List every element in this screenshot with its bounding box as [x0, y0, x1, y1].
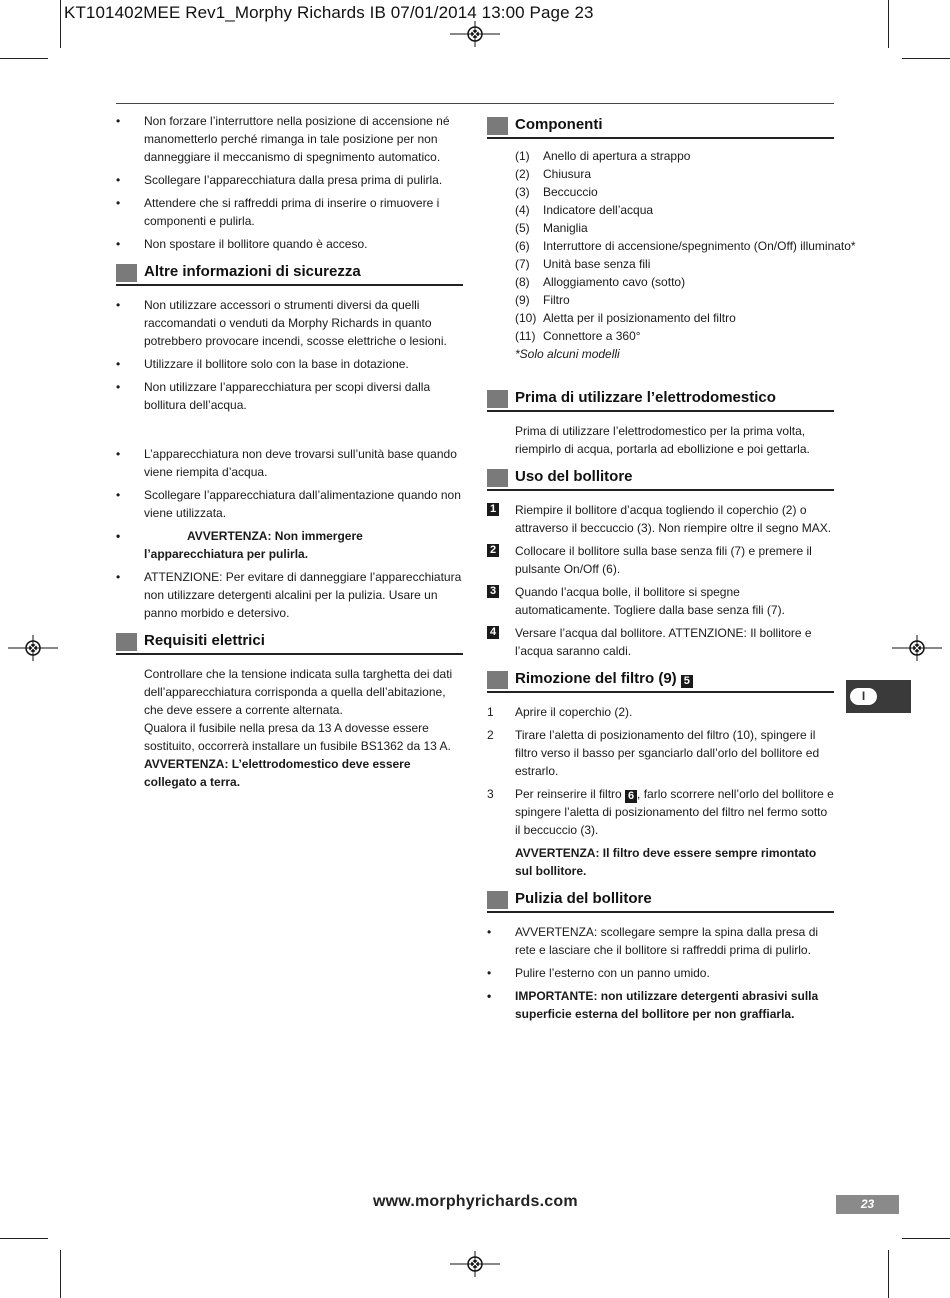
component-item: (4) Indicatore dell’acqua	[515, 203, 654, 217]
important-item: • IMPORTANTE: non utilizzare detergenti abrasivi sulla superficie esterna del bollitore per non graffiarla.	[487, 989, 819, 1021]
registration-mark-icon	[450, 21, 500, 47]
step-item: 1 Aprire il coperchio (2).	[487, 705, 633, 719]
print-slug: KT101402MEE Rev1_Morphy Richards IB 07/01/2014 13:00 Page 23	[64, 3, 594, 22]
paragraph: Prima di utilizzare l’elettrodomestico per la prima volta, riempirlo di acqua, portarla ad ebollizione e poi gettarla.	[515, 424, 810, 456]
crop-mark	[60, 0, 61, 48]
section-heading-electrical: Requisiti elettrici	[116, 631, 463, 655]
registration-mark-icon	[892, 635, 942, 661]
figure-ref-icon: 5	[681, 675, 693, 688]
registration-mark-icon	[8, 635, 58, 661]
step-item: 2 Collocare il bollitore sulla base senza fili (7) e premere il pulsante On/Off (6).	[487, 542, 834, 578]
list-item: • Non forzare l’interruttore nella posizione di accensione né manometterlo perché rimanga in tale posizione per non danneggiare il meccanismo di spegnimento automatico.	[116, 114, 450, 164]
list-item: • AVVERTENZA: scollegare sempre la spina dalla presa di rete e lasciare che il bollitore si raffreddi prima di pulirlo.	[487, 925, 819, 957]
list-item: • Utilizzare il bollitore solo con la base in dotazione.	[116, 357, 409, 371]
warning-paragraph: AVVERTENZA: L’elettrodomestico deve essere collegato a terra.	[144, 757, 411, 789]
list-item: • Pulire l’esterno con un panno umido.	[487, 966, 710, 980]
section-heading-filter: Rimozione del filtro (9) 5	[487, 669, 834, 693]
component-item: (10) Aletta per il posizionamento del filtro	[515, 311, 736, 325]
component-item: (9) Filtro	[515, 293, 570, 307]
paragraph: Controllare che la tensione indicata sulla targhetta dei dati dell’apparecchiatura corrisponda a quella dell’abitazione, che deve essere a corrente alternata.	[144, 667, 453, 717]
component-item: (3) Beccuccio	[515, 185, 598, 199]
section-heading-use: Uso del bollitore	[487, 467, 834, 491]
page-number: 23	[836, 1195, 899, 1214]
crop-mark	[888, 0, 889, 48]
language-tab	[846, 680, 911, 713]
list-item: • Scollegare l’apparecchiatura dalla presa prima di pulirla.	[116, 173, 443, 187]
component-item: (11) Connettore a 360°	[515, 329, 641, 343]
crop-mark	[60, 1250, 61, 1298]
list-item: • Non spostare il bollitore quando è acceso.	[116, 237, 368, 251]
component-item: (1) Anello di apertura a strappo	[515, 149, 691, 163]
component-item: (5) Maniglia	[515, 221, 588, 235]
list-item: • L’apparecchiatura non deve trovarsi sull’unità base quando viene riempita d’acqua.	[116, 447, 457, 479]
language-label: I	[850, 688, 877, 705]
component-item: (8) Alloggiamento cavo (sotto)	[515, 275, 686, 289]
component-item: (6) Interruttore di accensione/spegnimento (On/Off) illuminato*	[515, 239, 856, 253]
crop-mark	[902, 58, 950, 59]
website-url: www.morphyrichards.com	[373, 1193, 578, 1210]
section-heading-components: Componenti	[487, 115, 834, 139]
crop-mark	[0, 1238, 48, 1239]
step-item: 1 Riempire il bollitore d’acqua togliendo il coperchio (2) o attraverso il beccuccio (3). Non riempire oltre il segno MAX.	[487, 501, 834, 537]
step-item: 4 Versare l’acqua dal bollitore. ATTENZIONE: Il bollitore e l’acqua saranno caldi.	[487, 624, 834, 660]
list-item: • ATTENZIONE: Per evitare di danneggiare l’apparecchiatura non utilizzare detergenti alcalini per la pulizia. Usare un panno morbido e detersivo.	[116, 570, 462, 620]
step-item: 3 Quando l’acqua bolle, il bollitore si spegne automaticamente. Togliere dalla base senza fili (7).	[487, 583, 834, 619]
right-column	[487, 115, 856, 1028]
component-item: (2) Chiusura	[515, 167, 592, 181]
crop-mark	[0, 58, 48, 59]
top-rule	[116, 103, 834, 104]
warning-item: • AVVERTENZA: Non immergere l’apparecchiatura per pulirla.	[116, 529, 363, 561]
left-column	[116, 112, 463, 791]
list-item: • Non utilizzare accessori o strumenti diversi da quelli raccomandati o venduti da Morphy Richards in quanto potrebbero provocare incendi, scosse elettriche o lesioni.	[116, 298, 447, 348]
step-item: 2 Tirare l’aletta di posizionamento del filtro (10), spingere il filtro verso il basso per sganciarlo dall’orlo del bollitore ed estrarlo.	[487, 728, 820, 778]
component-item: (7) Unità base senza fili	[515, 257, 651, 271]
section-heading-safety: Altre informazioni di sicurezza	[116, 262, 463, 286]
crop-mark	[888, 1250, 889, 1298]
paragraph: Qualora il fusibile nella presa da 13 A dovesse essere sostituito, occorrerà installare un fusibile BS1362 da 13 A.	[144, 721, 451, 753]
list-item: • Non utilizzare l’apparecchiatura per scopi diversi dalla bollitura dell’acqua.	[116, 380, 431, 412]
warning-paragraph: AVVERTENZA: Il filtro deve essere sempre rimontato sul bollitore.	[515, 846, 817, 878]
section-heading-first-use: Prima di utilizzare l’elettrodomestico	[487, 388, 834, 412]
list-item: • Scollegare l’apparecchiatura dall’alimentazione quando non viene utilizzata.	[116, 488, 461, 520]
list-item: • Attendere che si raffreddi prima di inserire o rimuovere i componenti e pulirla.	[116, 196, 440, 228]
components-note: *Solo alcuni modelli	[515, 347, 620, 361]
figure-ref-icon: 6	[625, 790, 637, 803]
step-item: 3 Per reinserire il filtro 6 , farlo scorrere nell’orlo del bollitore e spingere l’aletta di posizionamento del filtro nel fermo sotto il beccuccio (3).	[487, 787, 834, 837]
crop-mark	[902, 1238, 950, 1239]
section-heading-cleaning: Pulizia del bollitore	[487, 889, 834, 913]
registration-mark-icon	[450, 1251, 500, 1277]
